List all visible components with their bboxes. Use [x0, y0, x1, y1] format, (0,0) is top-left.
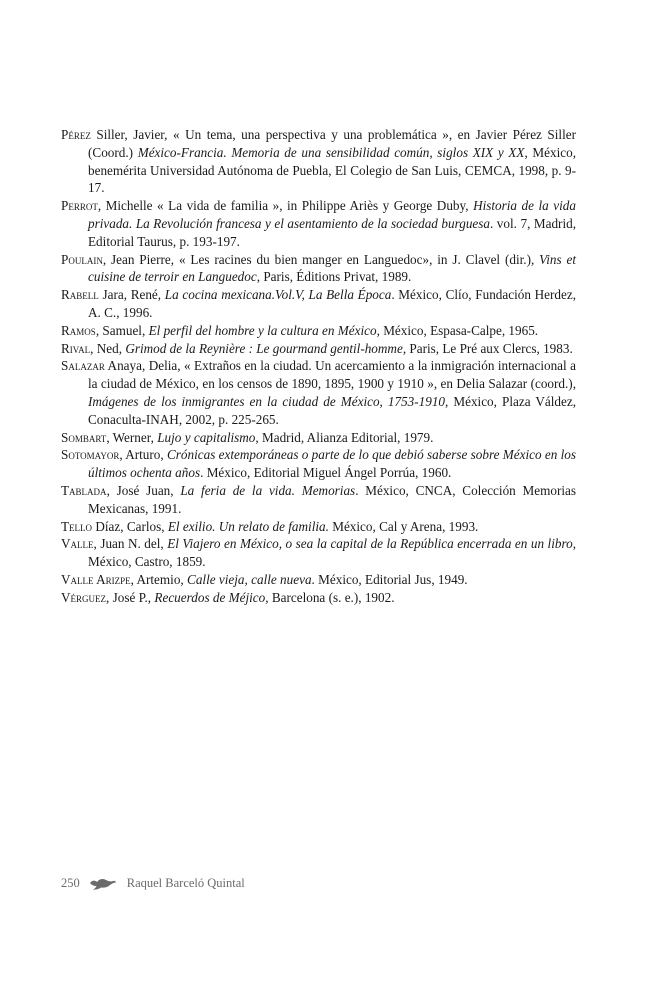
- entry-text: , Barcelona (s. e.), 1902.: [265, 589, 395, 605]
- bibliography-entry: [61, 251, 576, 287]
- entry-text: , Jean Pierre, « Les racines du bien manger en Languedoc», in J. Clavel (dir.),: [102, 251, 540, 267]
- bibliography-entry: [61, 322, 576, 340]
- bibliography-entry: [61, 126, 576, 197]
- entry-author: Valle: [61, 536, 94, 552]
- entry-text: , José P.,: [106, 589, 155, 605]
- entry-text: . México, Editorial Jus, 1949.: [311, 571, 468, 587]
- entry-text: , Ned,: [90, 340, 126, 356]
- bibliography-entry: [61, 446, 576, 482]
- entry-text: , José Juan,: [106, 482, 181, 498]
- entry-title: Crónicas extemporáneas o parte de lo que debió saberse sobre México en los últimos ochenta años: [88, 447, 576, 481]
- entry-title: Vins et cuisine de terroir en Languedoc: [88, 251, 576, 285]
- entry-text: , Paris, Éditions Privat, 1989.: [256, 269, 412, 285]
- entry-title: Historia de la vida privada. La Revolución francesa y el asentamiento de la sociedad burguesa: [88, 198, 576, 231]
- entry-title: México-Francia. Memoria de una sensibilidad común, siglos XIX y XX: [137, 144, 525, 160]
- bibliography-entry: [61, 429, 576, 447]
- entry-text: . México, Editorial Miguel Ángel Porrúa, 1960.: [200, 465, 452, 481]
- entry-text: , Juan N. del,: [93, 536, 168, 552]
- entry-author: Valle Arizpe: [61, 571, 131, 587]
- entry-text: , México, benemérita Universidad Autónoma de Puebla, El Colegio de San Luis, CEMCA, 1998, p. 9-17.: [88, 144, 576, 196]
- entry-text: Siller, Javier, « Un tema, una perspectiva y una problemática », en Javier Pérez Siller (Coord.): [88, 127, 576, 160]
- entry-text: Jara, René,: [98, 287, 165, 303]
- entry-author: Sotomayor: [61, 447, 120, 463]
- entry-author: Ramos: [61, 322, 96, 338]
- entry-text: , Artemio,: [130, 571, 188, 587]
- entry-text: , Paris, Le Pré aux Clercs, 1983.: [402, 340, 573, 356]
- entry-title: Recuerdos de Méjico: [154, 589, 266, 605]
- entry-author: Pérez: [61, 127, 91, 142]
- bibliography-entry: [61, 589, 576, 607]
- entry-title: Grimod de la Reynière : Le gourmand gentil-homme: [125, 340, 403, 356]
- entry-title: El exilio. Un relato de familia.: [167, 518, 329, 534]
- entry-title: La feria de la vida. Memorias: [180, 482, 356, 498]
- entry-author: Vérguez: [61, 589, 107, 605]
- entry-title: Lujo y capitalismo: [157, 429, 256, 445]
- entry-text: . vol. 7, Madrid, Editorial Taurus, p. 193-197.: [88, 215, 576, 249]
- page-number: 250: [61, 876, 80, 890]
- entry-text: , Arturo,: [119, 447, 167, 463]
- entry-text: , México, Plaza Váldez, Conaculta-INAH, 2002, p. 225-265.: [88, 393, 576, 427]
- bird-icon: [89, 877, 117, 891]
- entry-author: Tello: [61, 518, 93, 534]
- bibliography-entry: [61, 357, 576, 428]
- entry-text: , Michelle « La vida de familia », in Philippe Ariès y George Duby,: [97, 198, 474, 214]
- bibliography-entry: [61, 286, 576, 322]
- bibliography-entry: [61, 535, 576, 571]
- entry-author: Salazar: [61, 358, 105, 374]
- entry-title: La cocina mexicana.Vol.V, La Bella Época: [164, 287, 392, 303]
- entry-text: , Samuel,: [95, 322, 149, 338]
- entry-text: Díaz, Carlos,: [92, 518, 168, 534]
- entry-text: Anaya, Delia, « Extraños en la ciudad. Un acercamiento a la inmigración internacional a la ciudad de México, en los censos de 1890, 1895, 1900 y 1910 », en Delia Salazar (coord.),: [88, 358, 576, 392]
- bibliography-entry: [61, 482, 576, 518]
- entry-text: . México, Clío, Fundación Herdez, A. C., 1996.: [88, 287, 576, 320]
- entry-text: México, Cal y Arena, 1993.: [328, 518, 479, 534]
- bibliography-entry: [61, 340, 576, 358]
- entry-text: , Werner,: [106, 429, 158, 445]
- entry-author: Rabell: [61, 287, 99, 303]
- bibliography-list: [61, 126, 576, 607]
- entry-author: Tablada: [61, 482, 107, 498]
- entry-text: , Madrid, Alianza Editorial, 1979.: [255, 429, 434, 445]
- entry-text: , México, Castro, 1859.: [88, 536, 576, 570]
- running-author: Raquel Barceló Quintal: [126, 876, 245, 890]
- page-footer: [61, 876, 245, 891]
- entry-author: Perrot: [61, 198, 98, 214]
- bibliography-entry: [61, 571, 576, 589]
- bibliography-entry: [61, 518, 576, 536]
- entry-author: Rival: [61, 340, 91, 356]
- entry-title: Imágenes de los inmigrantes en la ciudad de México, 1753-1910: [88, 393, 446, 409]
- bibliography-entry: [61, 197, 576, 250]
- entry-author: Sombart: [61, 429, 107, 445]
- entry-text: . México, CNCA, Colección Memorias Mexicanas, 1991.: [88, 482, 576, 516]
- entry-author: Poulain: [61, 251, 103, 267]
- entry-text: , México, Espasa-Calpe, 1965.: [376, 322, 539, 338]
- entry-title: El perfil del hombre y la cultura en México: [148, 322, 377, 338]
- entry-title: Calle vieja, calle nueva: [187, 571, 312, 587]
- entry-title: El Viajero en México, o sea la capital de la República encerrada en un libro: [167, 536, 573, 552]
